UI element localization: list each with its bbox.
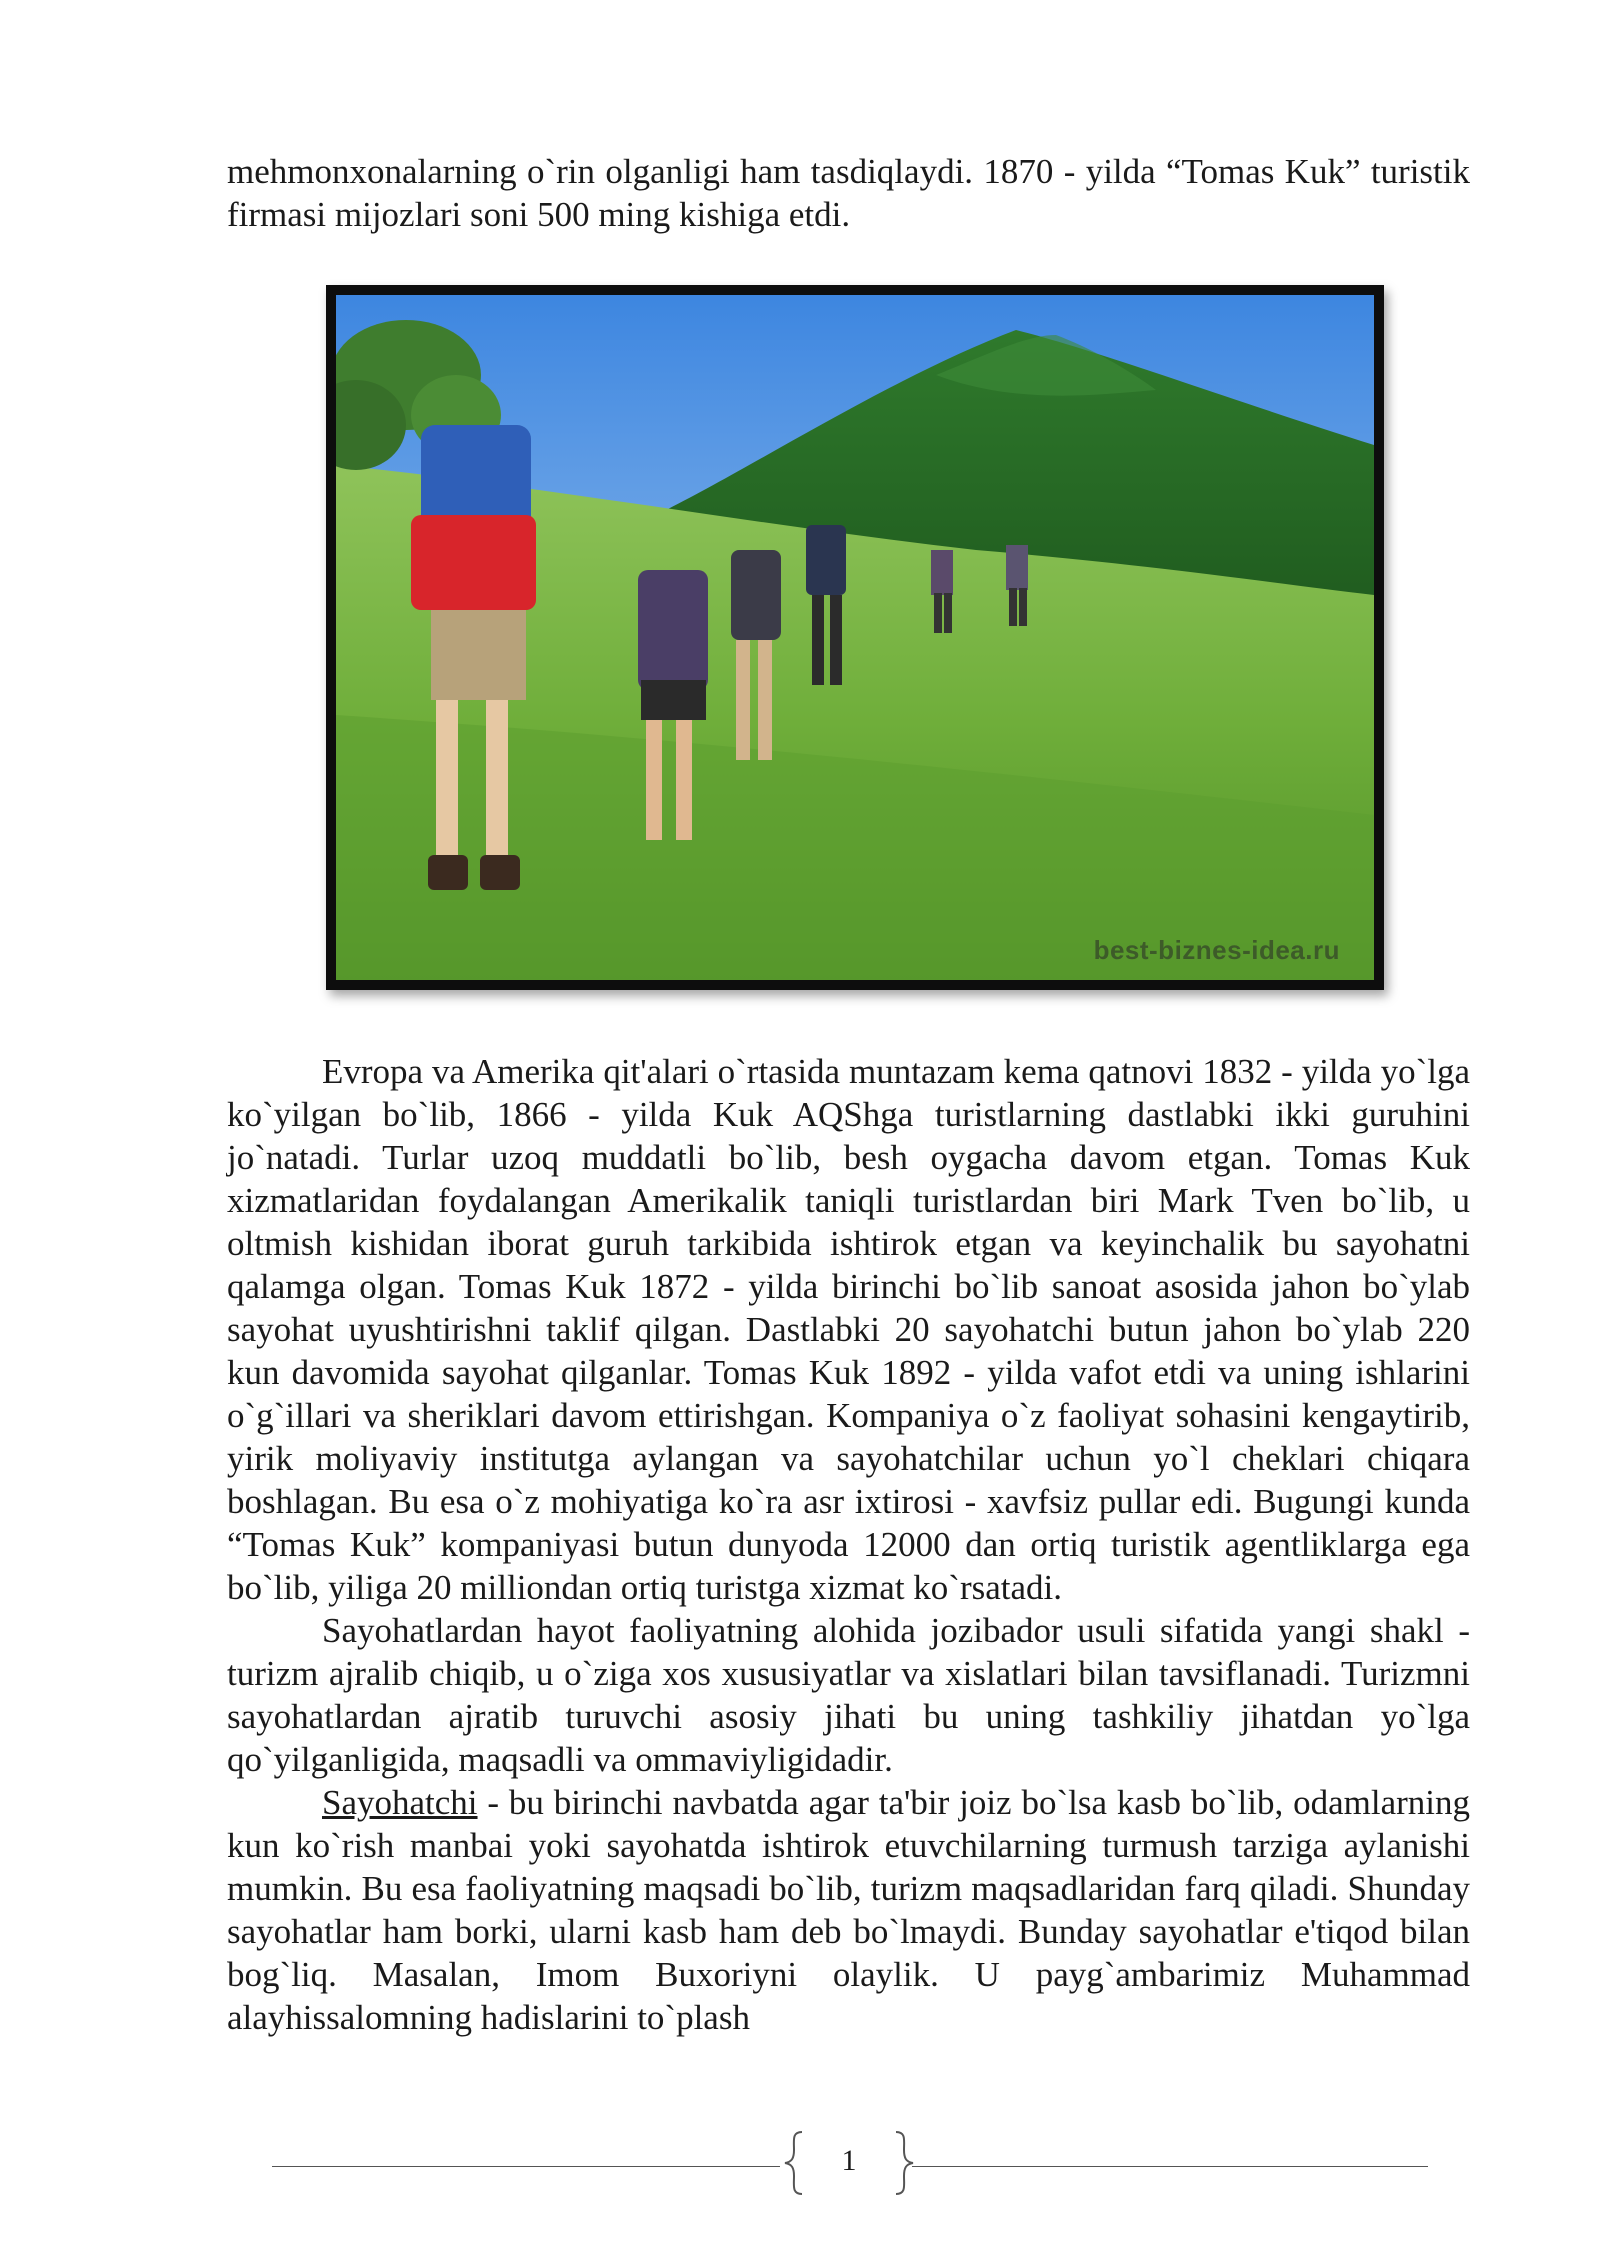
hikers-illustration xyxy=(336,295,1374,980)
term-sayohatchi: Sayohatchi xyxy=(322,1783,478,1822)
top-paragraph-block xyxy=(227,150,1470,236)
body-text-block xyxy=(227,1050,1470,2039)
paragraph-tourism-definition: Sayohatlardan hayot faoliyatning alohida jozibador usuli sifatida yangi shakl - turizm ajralib chiqib, u o`ziga xos xususiyatlar va xislatlari bilan tavsiflanadi. Turizmni sayohatlardan ajratib turuvchi asosiy jihati bu uning tashkiliy jihatdan yo`lga qo`yilganligida, maqsadli va ommaviyligidadir. xyxy=(227,1611,1470,1779)
footer-line-left xyxy=(272,2166,780,2167)
page-number: 1 xyxy=(841,2144,857,2177)
paragraph-traveler-text: - bu birinchi navbatda agar ta'bir joiz bo`lsa kasb bo`lib, odamlarning kun ko`rish manbai yoki sayohatda ishtirok etuvchilarning turmush tarziga aylanishi mumkin. Bu esa faoliyatning maqsadi bo`lib, turizm maqsadlaridan farq qiladi. Shunday sayohatlar ham borki, ularni kasb ham deb bo`lmaydi. Bunday sayohatlar e'tiqod bilan bog`liq. Masalan, Imom Buxoriyni olaylik. U payg`ambarimiz Muhammad alayhissalomning hadislarini to`plash xyxy=(227,1783,1470,2037)
paragraph-thomas-cook-history: Evropa va Amerika qit'alari o`rtasida muntazam kema qatnovi 1832 - yilda yo`lga ko`yilgan bo`lib, 1866 - yilda Kuk AQShga turistlarning dastlabki ikki guruhini jo`natadi. Turlar uzoq muddatli bo`lib, besh oygacha davom etgan. Tomas Kuk xizmatlaridan foydalangan Amerikalik taniqli turistlardan biri Mark Tven bo`lib, u oltmish kishidan iborat guruh tarkibida ishtirok etgan va keyinchalik bu sayohatni qalamga olgan. Tomas Kuk 1872 - yilda birinchi bo`lib sanoat asosida jahon bo`ylab sayohat uyushtirishni taklif qilgan. Dastlabki 20 sayohatchi butun jahon bo`ylab 220 kun davomida sayohat qilganlar. Tomas Kuk 1892 - yilda vafot etdi va uning ishlarini o`g`illari va sheriklari davom ettirishgan. Kompaniya o`z faoliyat sohasini kengaytirib, yirik moliyaviy institutga aylangan va sayohatchilar uchun yo`l cheklari chiqara boshlagan. Bu esa o`z mohiyatiga ko`ra asr ixtirosi - xavfsiz pullar edi. Bugungi kunda “Tomas Kuk” kompaniyasi butun dunyoda 12000 dan ortiq turistik agentliklarga ega bo`lib, yiliga 20 milliondan ortiq turistga xizmat ko`rsatadi. xyxy=(227,1052,1470,1607)
photo-image xyxy=(336,295,1374,980)
hikers-photo xyxy=(326,285,1384,990)
footer-line-right xyxy=(912,2166,1428,2167)
photo-watermark: best-biznes-idea.ru xyxy=(1093,935,1340,965)
right-brace-icon xyxy=(892,2130,916,2196)
paragraph-traveler xyxy=(227,1781,1470,2039)
page-footer xyxy=(0,2130,1600,2200)
top-paragraph: mehmonxonalarning o`rin olganligi ham tasdiqlaydi. 1870 - yilda “Tomas Kuk” turistik firmasi mijozlari soni 500 ming kishiga etdi. xyxy=(227,152,1470,234)
left-brace-icon xyxy=(782,2130,806,2196)
